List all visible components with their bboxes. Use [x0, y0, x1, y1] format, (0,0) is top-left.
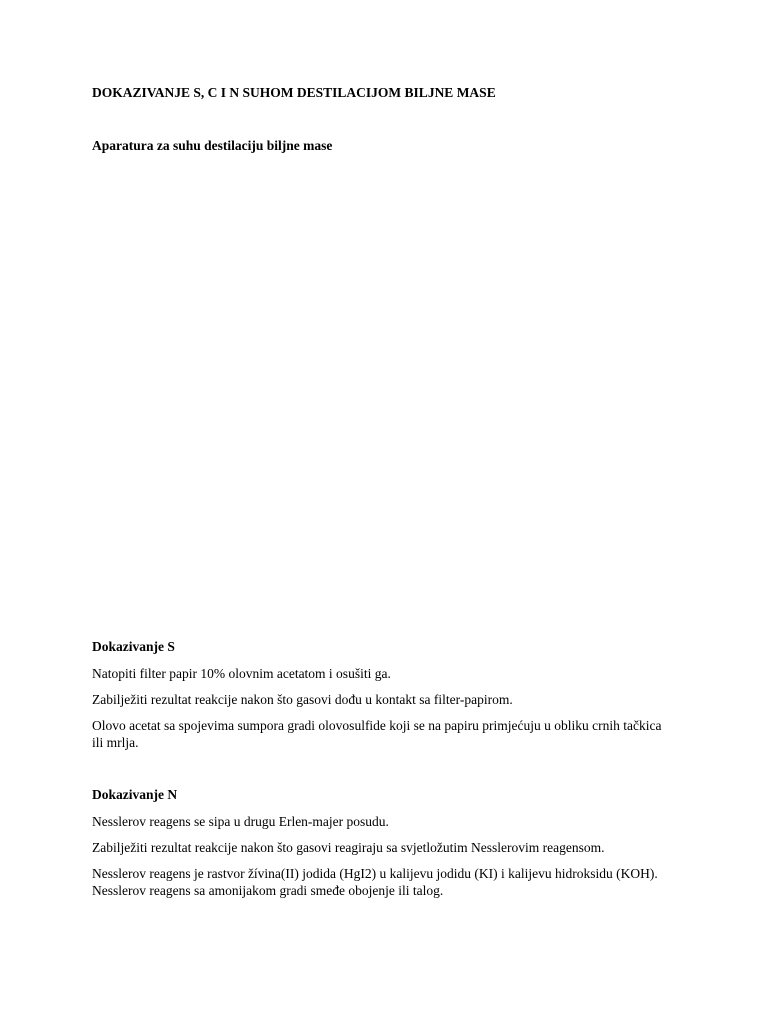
section-sulfur — [92, 638, 676, 760]
paragraph: Natopiti filter papir 10% olovnim acetatom i osušiti ga. — [92, 666, 391, 681]
paragraph: Zabilježiti rezultat reakcije nakon što gasovi reagiraju sa svjetložutim Nesslerovim reagensom. — [92, 840, 605, 855]
paragraph: Nesslerov reagens je rastvor žívina(II) jodida (HgI2) u kalijevu jodidu (KI) i kalijevu hidroksidu (KOH). Nesslerov reagens sa amonijakom gradi smeđe obojenje ili talog. — [92, 866, 658, 898]
document-title: DOKAZIVANJE S, C I N SUHOM DESTILACIJOM BILJNE MASE — [92, 85, 496, 100]
section-heading: Dokazivanje N — [92, 787, 178, 802]
paragraph: Olovo acetat sa spojevima sumpora gradi olovosulfide koji se na papiru primjećuju u obliku crnih tačkica ili mrlja. — [92, 718, 662, 750]
paragraph: Nesslerov reagens se sipa u drugu Erlen-majer posudu. — [92, 814, 389, 829]
section-heading: Dokazivanje S — [92, 639, 175, 654]
section-nitrogen — [92, 786, 676, 908]
apparatus-subtitle: Aparatura za suhu destilaciju biljne mase — [92, 138, 333, 153]
apparatus-figure-blank — [92, 165, 676, 625]
paragraph: Zabilježiti rezultat reakcije nakon što gasovi dođu u kontakt sa filter-papirom. — [92, 692, 513, 707]
